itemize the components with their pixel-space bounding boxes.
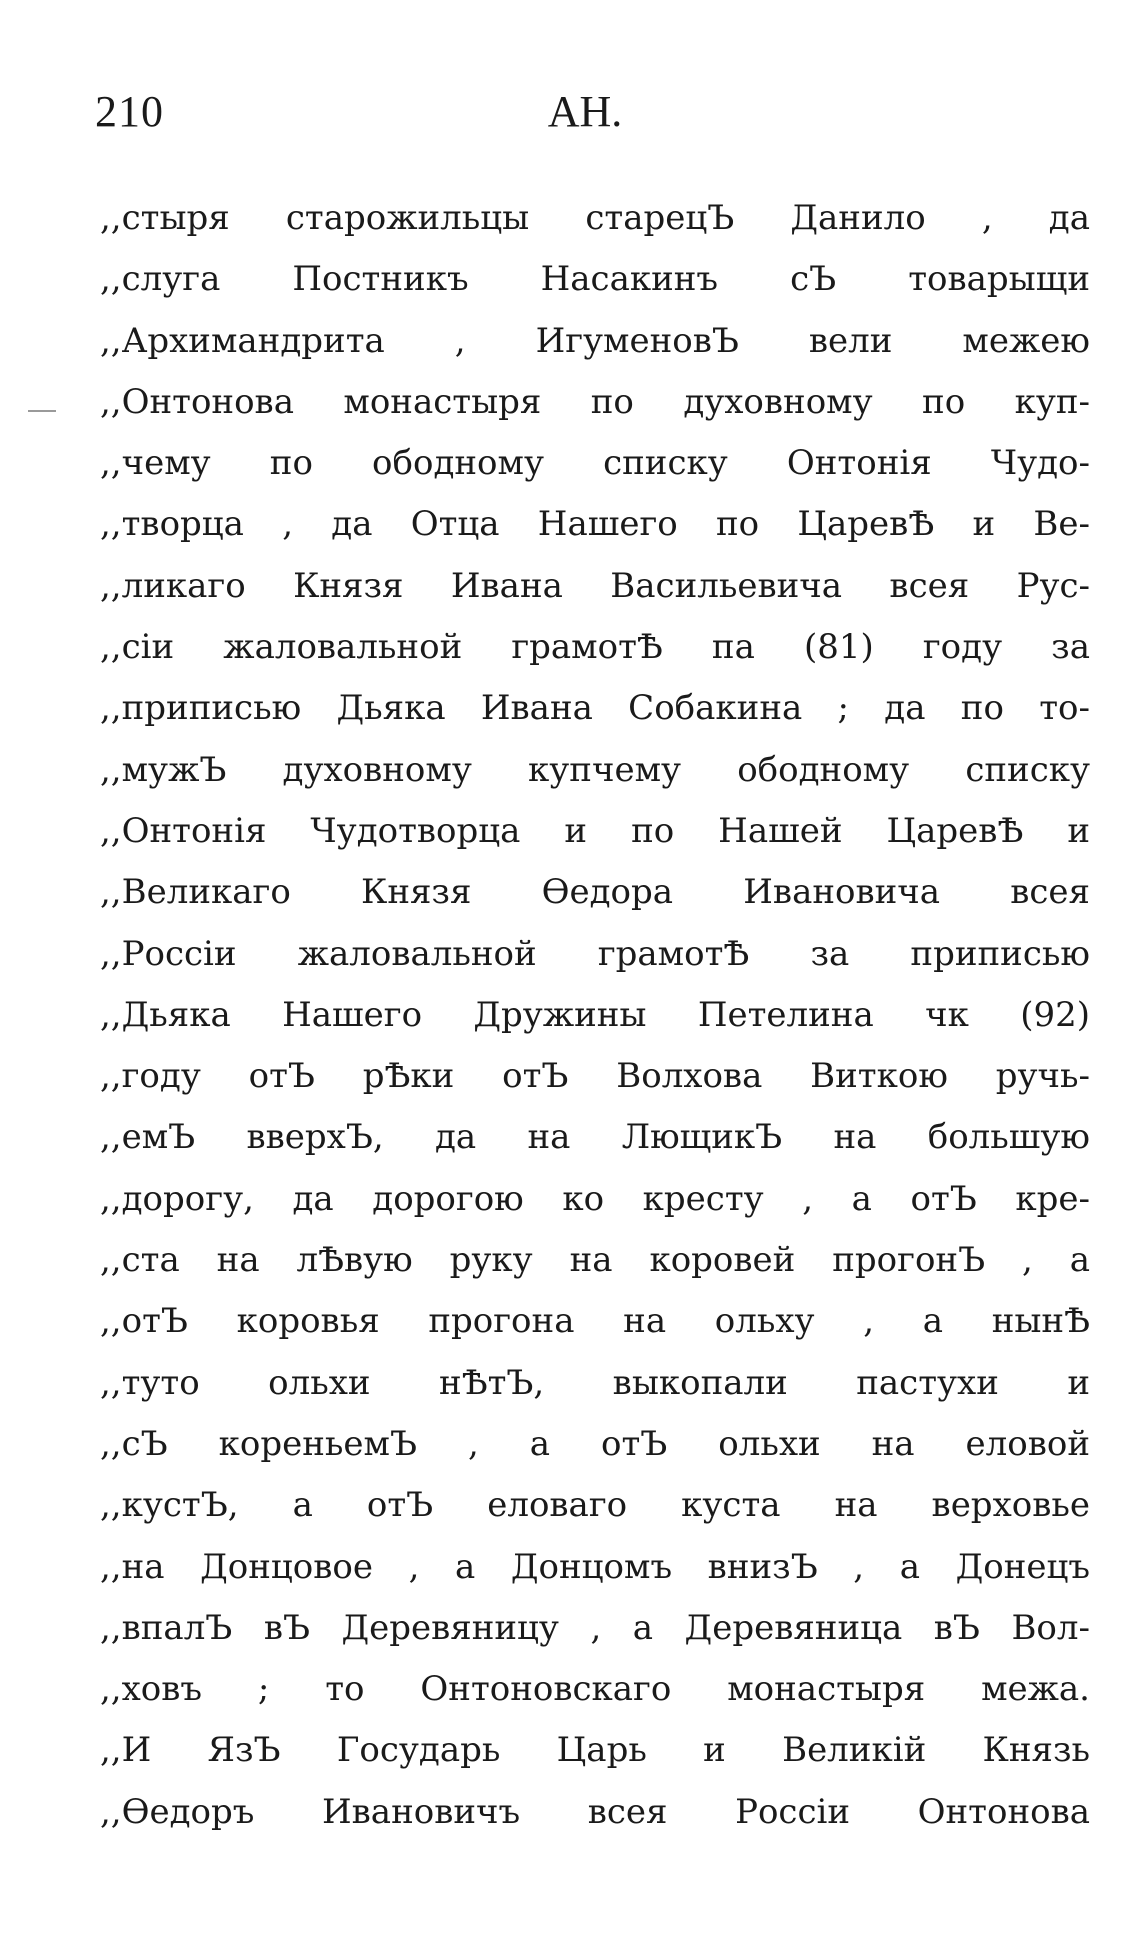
text-line: ,,приписью Дьяка Ивана Собакина ; да по то- (100, 688, 1090, 729)
text-line: ,,кустЪ, а отЪ еловаго куста на верховье (100, 1485, 1090, 1526)
page-number: 210 (95, 87, 164, 136)
text-line: ,,Архимандрита , ИгуменовЪ вели межею (100, 320, 1090, 361)
text-line: ,,Россіи жаловальной грамотѢ за приписью (100, 933, 1090, 974)
text-line: ,,Өедоръ Ивановичъ всея Россіи Онтонова (100, 1791, 1090, 1832)
text-line: ,,ликаго Князя Ивана Васильевича всея Рус- (100, 565, 1090, 606)
text-line: ,,тутo ольхи нѢтЪ, выкопали пастухи и (100, 1362, 1090, 1403)
text-line: ,,стыря старожильцы старецЪ Данило , да (100, 198, 1090, 238)
text-line: ,,емЪ вверхЪ, да на ЛющикЪ на большую (100, 1117, 1090, 1158)
text-line: ,,сіи жаловальной грамотѢ па (81) году за (100, 627, 1090, 668)
body-text (100, 188, 1090, 1843)
text-line: ,,впалЪ вЪ Деревяницу , а Деревяница вЪ Вол- (100, 1607, 1090, 1648)
text-line: ,,мужЪ духовному купчему ободному списку (100, 749, 1090, 790)
text-line: ,,И ЯзЪ Государь Царь и Великій Князь (100, 1730, 1090, 1771)
text-line: ,,слуга Постникъ Насакинъ сЪ товарыщи (100, 259, 1090, 300)
text-line: ,,сЪ кореньемЪ , а отЪ ольхи на еловой (100, 1423, 1090, 1464)
text-line: ,,творца , да Отца Нашего по ЦаревѢ и Ве- (100, 504, 1090, 545)
running-head: АН. (547, 87, 623, 136)
text-line: ,,ховъ ; то Онтоновскаго монастыря межа. (100, 1669, 1090, 1710)
text-line: ,,ста на лѢвую руку на коровей прогонЪ , а (100, 1240, 1090, 1281)
text-line: ,,Великаго Князя Өедора Ивановича всея (100, 872, 1090, 913)
text-line: ,,на Донцовое , а Донцомъ внизЪ , а Донецъ (100, 1546, 1090, 1587)
text-line: ,,году отЪ рѢки отЪ Волхова Виткою ручь- (100, 1056, 1090, 1097)
text-line: ,,Онтонія Чудотворца и по Нашей ЦаревѢ и (100, 810, 1090, 851)
scan-margin-mark (28, 410, 56, 412)
text-line: ,,Онтонова монастыря по духовному по куп- (100, 381, 1090, 422)
text-line: ,,отЪ коровья прогона на ольху , а нынѢ (100, 1301, 1090, 1342)
text-line: ,,Дьяка Нашего Дружины Петелина чк (92) (100, 994, 1090, 1035)
text-line: ,,чему по ободному списку Онтонія Чудо- (100, 443, 1090, 484)
text-line: ,,дорогу, да дорогою ко кресту , а отЪ кре- (100, 1178, 1090, 1219)
